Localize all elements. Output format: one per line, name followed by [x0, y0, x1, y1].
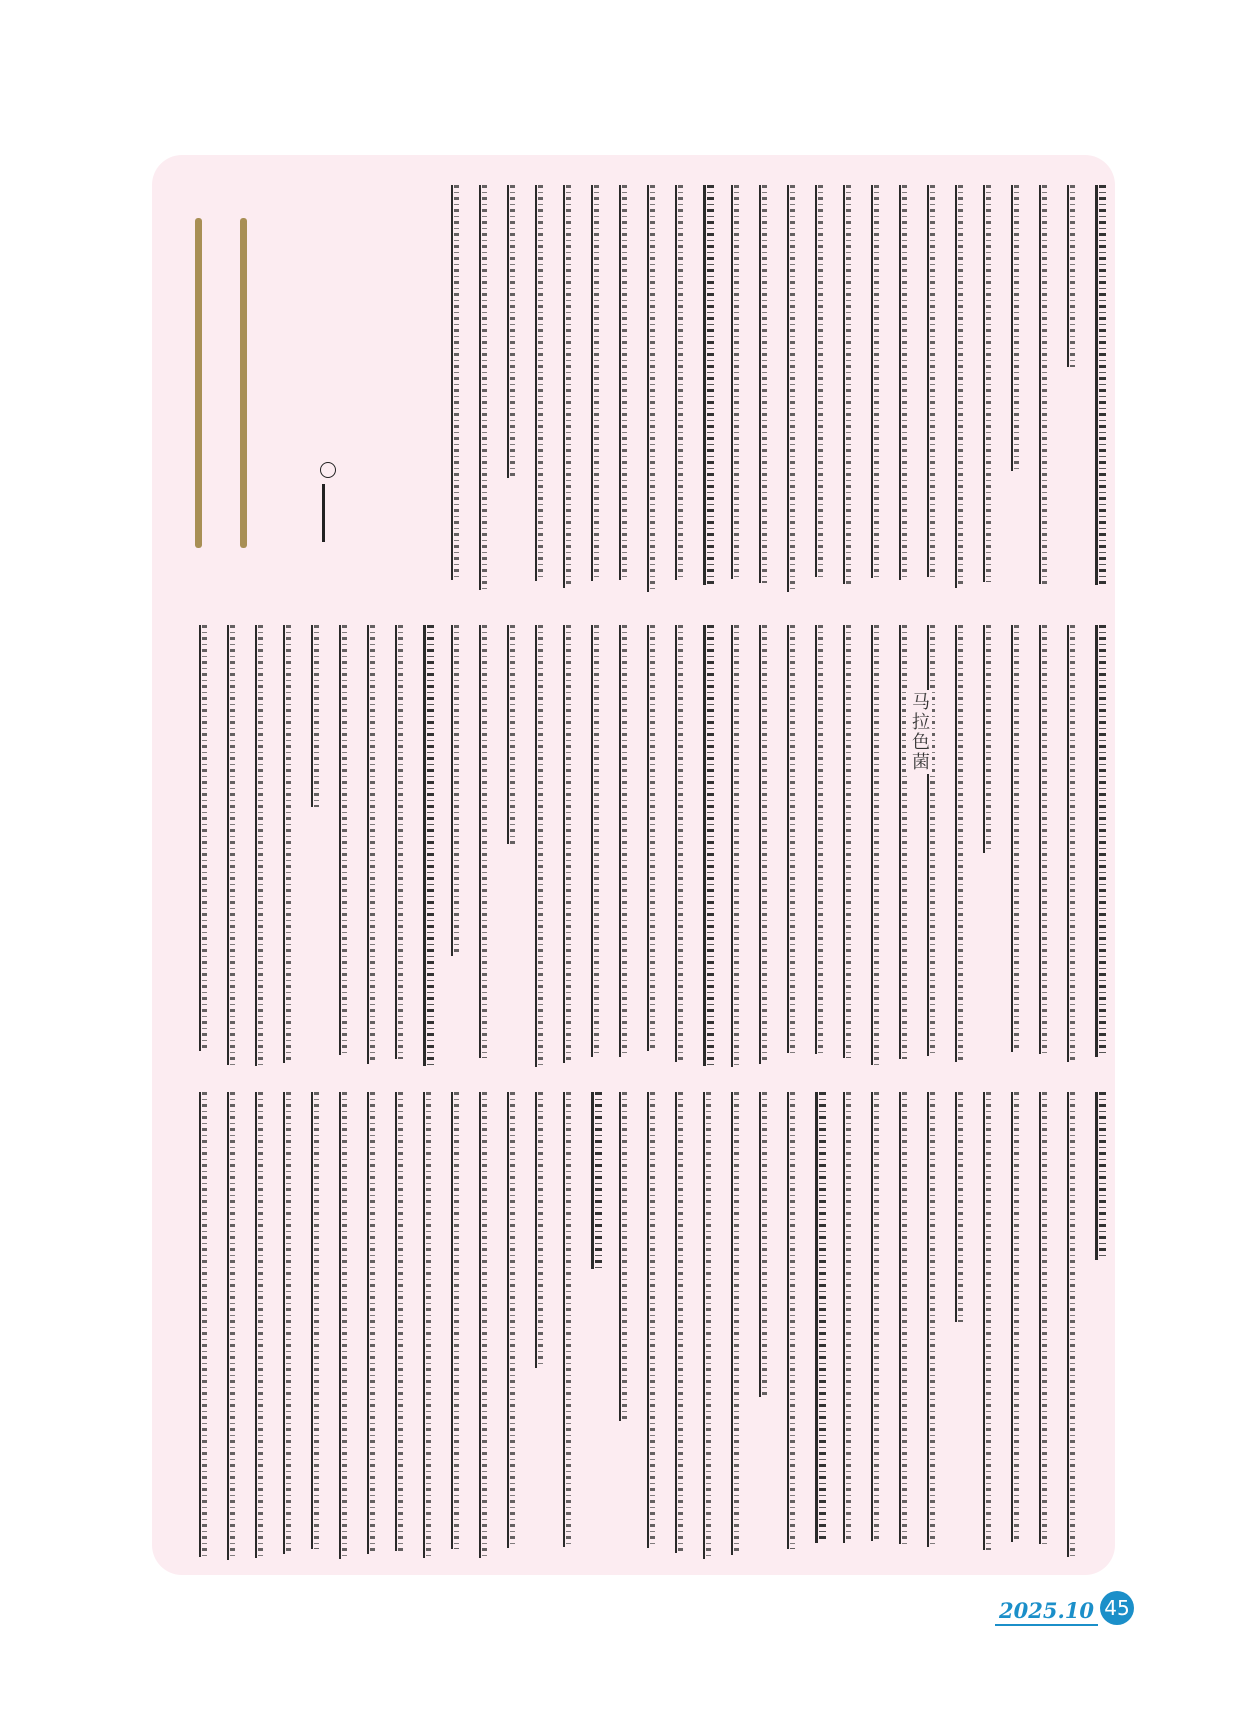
text-column [479, 1092, 488, 1558]
text-column [1095, 1092, 1105, 1260]
text-column [787, 625, 796, 1053]
text-column [899, 185, 908, 580]
text-column [535, 185, 544, 581]
text-column [563, 625, 572, 1063]
text-column [703, 185, 713, 585]
text-column [871, 625, 880, 1065]
text-column [815, 1092, 825, 1543]
text-column [283, 1092, 292, 1554]
text-column [619, 1092, 628, 1421]
text-column [619, 625, 628, 1057]
text-column [591, 625, 600, 1057]
text-column [955, 625, 964, 1062]
text-column [507, 625, 516, 844]
text-column [395, 1092, 404, 1551]
text-column [955, 1092, 964, 1322]
text-column [675, 625, 684, 1062]
text-column [423, 1092, 432, 1558]
text-column [563, 1092, 572, 1547]
text-column [731, 625, 740, 1067]
text-column [703, 625, 713, 1066]
text-column [451, 1092, 460, 1549]
text-column [227, 625, 236, 1065]
text-column [367, 625, 376, 1064]
text-column [479, 625, 488, 1058]
article-panel [152, 155, 1115, 1575]
text-column [927, 185, 936, 577]
text-column [871, 1092, 880, 1541]
text-column [703, 1092, 712, 1559]
text-column [1095, 185, 1105, 585]
page-footer [995, 1598, 1134, 1626]
text-column [759, 185, 768, 583]
text-column [395, 625, 404, 1059]
text-column [591, 1092, 601, 1269]
text-column [675, 1092, 684, 1553]
text-column [815, 185, 824, 577]
page-number: 45 [1100, 1591, 1134, 1625]
text-column [227, 1092, 236, 1560]
text-column [899, 1092, 908, 1544]
text-column [535, 1092, 544, 1368]
text-column [1011, 1092, 1020, 1542]
author-name [322, 484, 335, 542]
text-column [759, 625, 768, 1064]
text-column [955, 185, 964, 588]
text-column [843, 1092, 852, 1543]
text-column [199, 1092, 208, 1557]
text-column [731, 1092, 740, 1555]
text-column [311, 1092, 320, 1549]
text-column [255, 1092, 264, 1558]
text-column [563, 185, 572, 588]
text-column [199, 625, 208, 1051]
text-column [675, 185, 684, 580]
text-column [787, 185, 796, 592]
text-column [367, 1092, 376, 1554]
text-column [731, 185, 740, 579]
text-column [1039, 185, 1048, 584]
title-line-2 [240, 218, 247, 548]
text-column [647, 185, 656, 592]
text-column [927, 1092, 936, 1547]
text-column [339, 625, 348, 1055]
text-column [759, 1092, 768, 1397]
text-column [1039, 625, 1048, 1054]
text-column [451, 185, 460, 580]
text-column [1095, 625, 1105, 1057]
text-column [1039, 1092, 1048, 1544]
text-column [647, 625, 656, 1051]
text-column [451, 625, 460, 956]
text-column [255, 625, 264, 1066]
text-column [479, 185, 488, 590]
text-column [1067, 185, 1076, 367]
text-column [619, 185, 628, 580]
text-column [871, 185, 880, 578]
chinese-term: 马拉色菌 [906, 690, 932, 774]
title-line-1 [195, 218, 202, 548]
text-column [1011, 625, 1020, 1052]
text-column [843, 625, 852, 1058]
text-column [787, 1092, 796, 1549]
text-column [283, 625, 292, 1063]
text-column [647, 1092, 656, 1548]
text-column [815, 625, 824, 1054]
text-column [843, 185, 852, 584]
text-column [591, 185, 600, 581]
text-column [1067, 1092, 1076, 1557]
text-column [507, 185, 516, 478]
text-column [507, 1092, 516, 1548]
text-column [423, 625, 433, 1066]
text-column [535, 625, 544, 1067]
text-column [311, 625, 320, 807]
text-column [983, 185, 992, 582]
text-column [983, 625, 992, 853]
issue-date: 2025.10 [995, 1598, 1098, 1626]
text-column [983, 1092, 992, 1550]
author-bullet-icon [320, 462, 336, 478]
text-column [339, 1092, 348, 1559]
text-column [1067, 625, 1076, 1062]
text-column [1011, 185, 1020, 471]
